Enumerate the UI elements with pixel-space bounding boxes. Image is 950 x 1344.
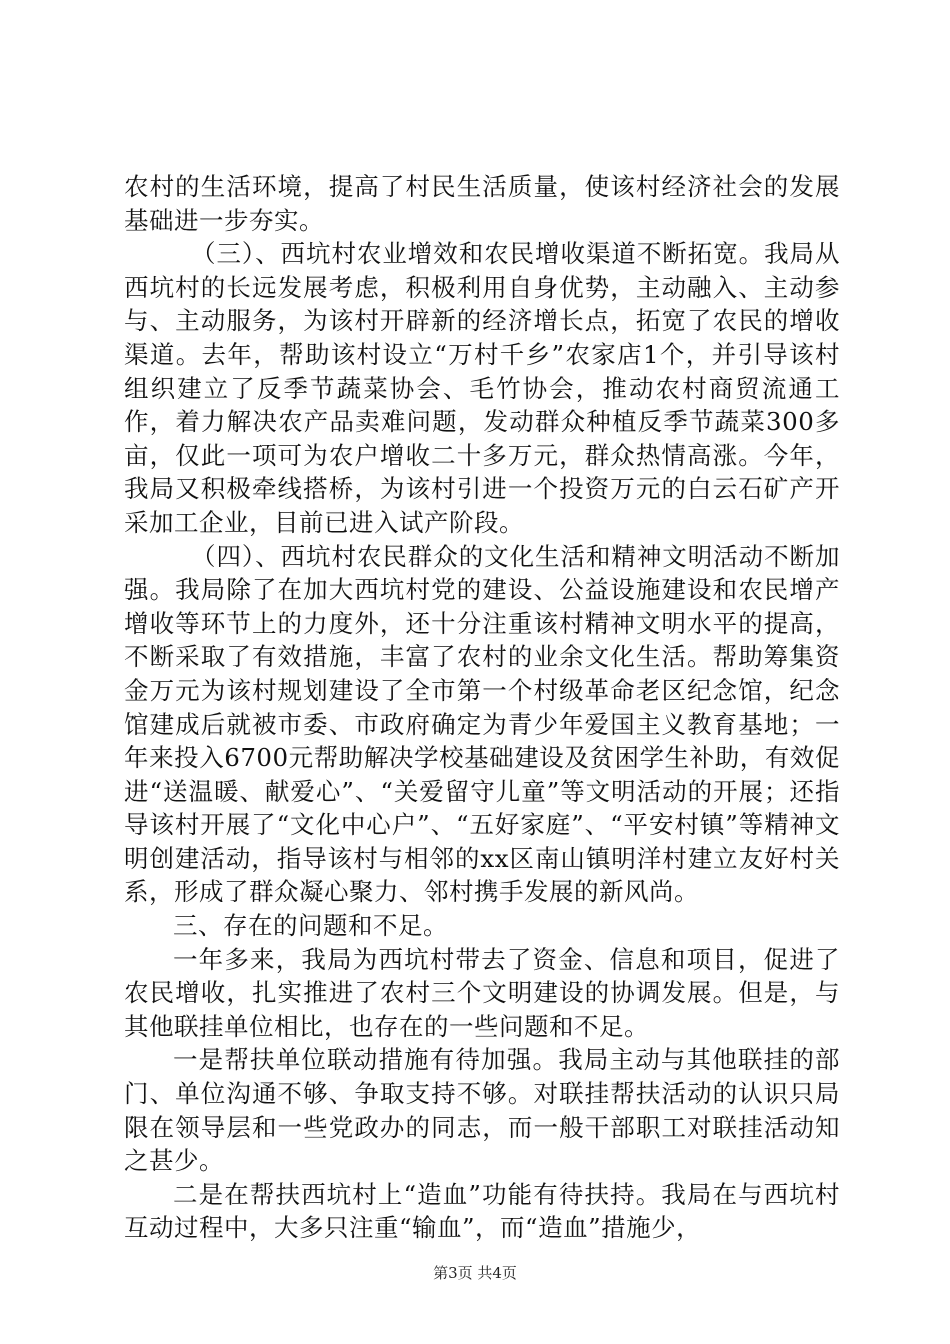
paragraph-problem-2: 二是在帮扶西坑村上“造血”功能有待扶持。我局在与西坑村互动过程中，大多只注重“输血”，而“造血”措施少， xyxy=(124,1179,840,1243)
paragraph-continuation: 农村的生活环境，提高了村民生活质量，使该村经济社会的发展基础进一步夯实。 xyxy=(124,172,840,235)
paragraph-summary: 一年多来，我局为西坑村带去了资金、信息和项目，促进了农民增收，扎实推进了农村三个文明建设的协调发展。但是，与其他联挂单位相比，也存在的一些问题和不足。 xyxy=(124,944,840,1041)
document-body xyxy=(124,170,840,1245)
paragraph-section-3: （三）、西坑村农业增效和农民增收渠道不断拓宽。我局从西坑村的长远发展考虑，积极利用自身优势，主动融入、主动参与、主动服务，为该村开辟新的经济增长点，拓宽了农民的增收渠道。去年，帮助该村设立“万村千乡”农家店1个，并引导该村组织建立了反季节蔬菜协会、毛竹协会，推动农村商贸流通工作，着力解决农产品卖难问题，发动群众种植反季节蔬菜300多亩，仅此一项可为农户增收二十多万元，群众热情高涨。今年，我局又积极牵线搭桥，为该村引进一个投资万元的白云石矿产开采加工企业，目前已进入试产阶段。 xyxy=(124,239,840,537)
paragraph-section-4: （四）、西坑村农民群众的文化生活和精神文明活动不断加强。我局除了在加大西坑村党的建设、公益设施建设和农民增产增收等环节上的力度外，还十分注重该村精神文明水平的提高，不断采取了有效措施，丰富了农村的业余文化生活。帮助筹集资金万元为该村规划建设了全市第一个村级革命老区纪念馆，纪念馆建成后就被市委、市政府确定为青少年爱国主义教育基地；一年来投入6700元帮助解决学校基础建设及贫困学生补助，有效促进“送温暖、献爱心”、“关爱留守儿童”等文明活动的开展；还指导该村开展了“文化中心户”、“五好家庭”、“平安村镇”等精神文明创建活动，指导该村与相邻的xx区南山镇明洋村建立友好村关系，形成了群众凝心聚力、邻村携手发展的新风尚。 xyxy=(124,541,840,907)
page-footer: 第3页 共4页 xyxy=(433,1264,517,1282)
heading-problems: 三、存在的问题和不足。 xyxy=(173,911,448,941)
paragraph-problem-1: 一是帮扶单位联动措施有待加强。我局主动与其他联挂的部门、单位沟通不够、争取支持不够。对联挂帮扶活动的认识只局限在领导层和一些党政办的同志，而一般干部职工对联挂活动知之甚少。 xyxy=(124,1045,840,1176)
